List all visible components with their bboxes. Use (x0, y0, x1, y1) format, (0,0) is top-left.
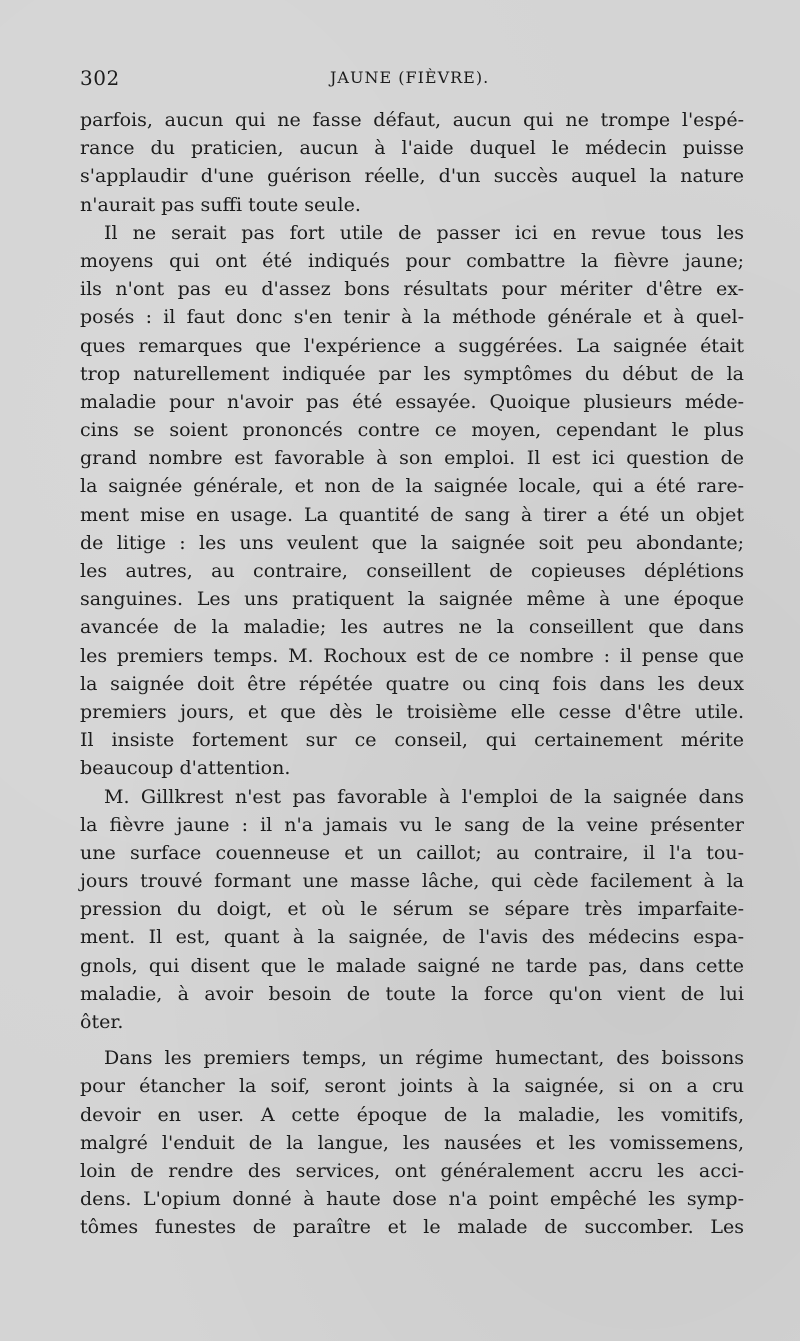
text-line: la saignée générale, et non de la saignée locale, qui a été rare- (80, 475, 744, 498)
paragraph-3 (80, 783, 744, 1037)
text-line: de litige : les uns veulent que la saignée soit peu abondante; (80, 531, 744, 554)
text-line: sanguines. Les uns pratiquent la saignée même à une époque (80, 588, 744, 611)
text-line: avancée de la maladie; les autres ne la conseillent que dans (80, 616, 744, 639)
paragraph-2 (80, 219, 744, 783)
text-line: loin de rendre des services, ont généralement accru les acci- (80, 1159, 744, 1182)
text-line: M. Gillkrest n'est pas favorable à l'emploi de la saignée dans (104, 785, 744, 808)
text-line: gnols, qui disent que le malade saigné ne tarde pas, dans cette (80, 954, 744, 977)
text-line: jours trouvé formant une masse lâche, qui cède facilement à la (80, 870, 744, 893)
page-number: 302 (80, 66, 120, 90)
text-line: grand nombre est favorable à son emploi. Il est ici question de (80, 447, 744, 470)
text-line: ment mise en usage. La quantité de sang à tirer a été un objet (80, 503, 744, 526)
running-title: JAUNE (FIÈVRE). (330, 68, 490, 87)
text-line: ôter. (80, 1011, 124, 1033)
text-line: Il ne serait pas fort utile de passer ici en revue tous les (104, 221, 744, 244)
text-line: pression du doigt, et où le sérum se sépare très imparfaite- (80, 898, 744, 921)
text-line: premiers jours, et que dès le troisième elle cesse d'être utile. (80, 700, 744, 723)
text-line: une surface couenneuse et un caillot; au contraire, il l'a tou- (80, 841, 744, 864)
text-line: rance du praticien, aucun à l'aide duquel le médecin puisse (80, 137, 744, 160)
text-line: la saignée doit être répétée quatre ou cinq fois dans les deux (80, 672, 744, 695)
running-head (80, 66, 744, 96)
text-line: maladie pour n'avoir pas été essayée. Quoique plusieurs méde- (80, 390, 744, 413)
text-line: ils n'ont pas eu d'assez bons résultats pour mériter d'être ex- (80, 278, 744, 301)
text-line: ment. Il est, quant à la saignée, de l'avis des médecins espa- (80, 926, 744, 949)
text-line: dens. L'opium donné à haute dose n'a point empêché les symp- (80, 1188, 744, 1211)
text-line: s'applaudir d'une guérison réelle, d'un succès auquel la nature (80, 165, 744, 188)
text-line: ques remarques que l'expérience a suggérées. La saignée était (80, 334, 744, 357)
text-line: devoir en user. A cette époque de la maladie, les vomitifs, (80, 1103, 744, 1126)
text-line: pour étancher la soif, seront joints à la saignée, si on a cru (80, 1075, 744, 1098)
text-line: n'aurait pas suffi toute seule. (80, 193, 361, 216)
text-line: la fièvre jaune : il n'a jamais vu le sang de la veine présenter (80, 813, 744, 836)
text-line: posés : il faut donc s'en tenir à la méthode générale et à quel- (80, 306, 744, 329)
paragraph-1 (80, 106, 744, 219)
text-line: les premiers temps. M. Rochoux est de ce nombre : il pense que (80, 644, 744, 667)
paragraph-4 (80, 1044, 744, 1241)
body-text (80, 106, 744, 1242)
text-line: malgré l'enduit de la langue, les nausées et les vomissemens, (80, 1131, 744, 1154)
text-line: Dans les premiers temps, un régime humectant, des boissons (104, 1047, 744, 1070)
text-line: beaucoup d'attention. (80, 757, 291, 780)
text-line: cins se soient prononcés contre ce moyen, cependant le plus (80, 419, 744, 442)
paragraph-gap (80, 1036, 744, 1044)
text-line: parfois, aucun qui ne fasse défaut, aucun qui ne trompe l'espé- (80, 109, 744, 131)
text-line: Il insiste fortement sur ce conseil, qui certainement mérite (80, 729, 744, 752)
text-line: les autres, au contraire, conseillent de copieuses déplétions (80, 560, 744, 582)
text-line: tômes funestes de paraître et le malade de succomber. Les (80, 1216, 744, 1239)
text-line: trop naturellement indiquée par les symptômes du début de la (80, 362, 744, 385)
text-line: moyens qui ont été indiqués pour combattre la fièvre jaune; (80, 249, 744, 272)
text-line: maladie, à avoir besoin de toute la force qu'on vient de lui (80, 982, 744, 1005)
